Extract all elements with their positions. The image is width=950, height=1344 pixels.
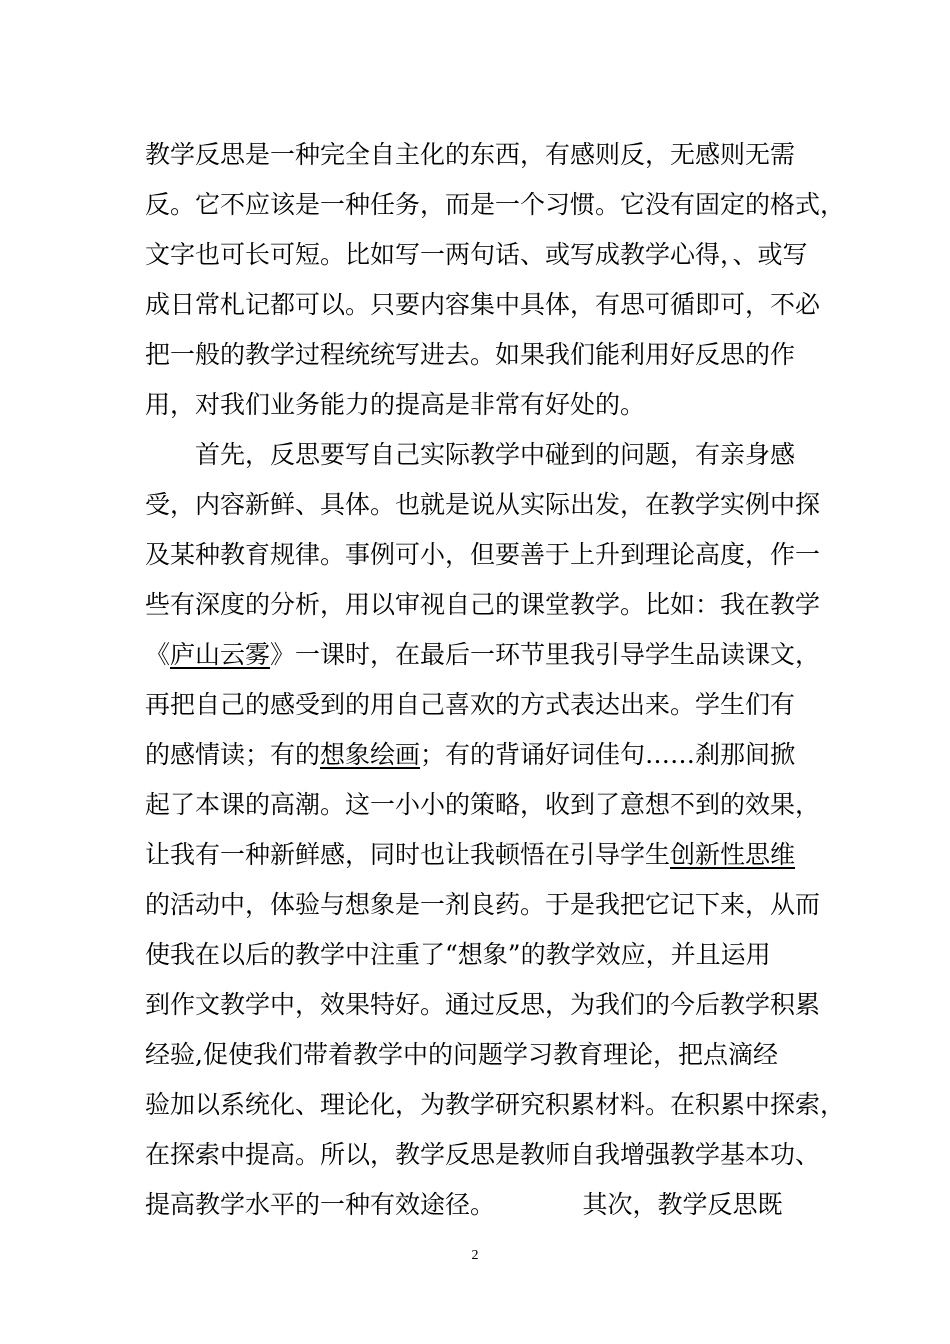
underlined-term: 庐山云雾	[170, 640, 271, 669]
text-line: 教学反思是一种完全自主化的东西，有感则反，无感则无需	[145, 140, 796, 169]
underlined-term: 创新性思维	[670, 840, 796, 869]
text-line: 提高教学水平的一种有效途径。 其次，教学反思既	[145, 1190, 783, 1219]
text-line: 的感情读；有的想象绘画；有的背诵好词佳句……刹那间掀	[145, 740, 796, 769]
underlined-term: 想象绘画	[320, 740, 421, 769]
body-text	[145, 130, 846, 1230]
text-line: 及某种教育规律。事例可小，但要善于上升到理论高度，作一	[145, 540, 821, 569]
text-line: 用，对我们业务能力的提高是非常有好处的。	[145, 390, 646, 419]
text-line: 验加以系统化、理论化，为教学研究积累材料。在积累中探索，	[145, 1090, 846, 1119]
text-line: 受，内容新鲜、具体。也就是说从实际出发，在教学实例中探	[145, 490, 821, 519]
text-line: 文字也可长可短。比如写一两句话、或写成教学心得，、或写	[145, 240, 808, 269]
text-line: 使我在以后的教学中注重了“想象”的教学效应，并且运用	[145, 940, 771, 969]
text-line: 经验,促使我们带着教学中的问题学习教育理论，把点滴经	[145, 1040, 778, 1069]
text-line: 在探索中提高。所以，教学反思是教师自我增强教学基本功、	[145, 1140, 821, 1169]
text-line: 把一般的教学过程统统写进去。如果我们能利用好反思的作	[145, 340, 796, 369]
text-line: 反。它不应该是一种任务，而是一个习惯。它没有固定的格式，	[145, 190, 846, 219]
page-number: 2	[471, 1248, 479, 1263]
text-line: 起了本课的高潮。这一小小的策略，收到了意想不到的效果，	[145, 790, 821, 819]
text-line: 让我有一种新鲜感，同时也让我顿悟在引导学生创新性思维	[145, 840, 796, 869]
text-line: 的活动中，体验与想象是一剂良药。于是我把它记下来，从而	[145, 890, 821, 919]
text-line: 《庐山云雾》一课时，在最后一环节里我引导学生品读课文，	[145, 640, 821, 669]
text-line: 再把自己的感受到的用自己喜欢的方式表达出来。学生们有	[145, 690, 796, 719]
text-line: 成日常札记都可以。只要内容集中具体，有思可循即可，不必	[145, 290, 821, 319]
text-line: 首先，反思要写自己实际教学中碰到的问题，有亲身感	[145, 440, 796, 469]
text-line: 到作文教学中，效果特好。通过反思，为我们的今后教学积累	[145, 990, 821, 1019]
text-line: 些有深度的分析，用以审视自己的课堂教学。比如：我在教学	[145, 590, 821, 619]
